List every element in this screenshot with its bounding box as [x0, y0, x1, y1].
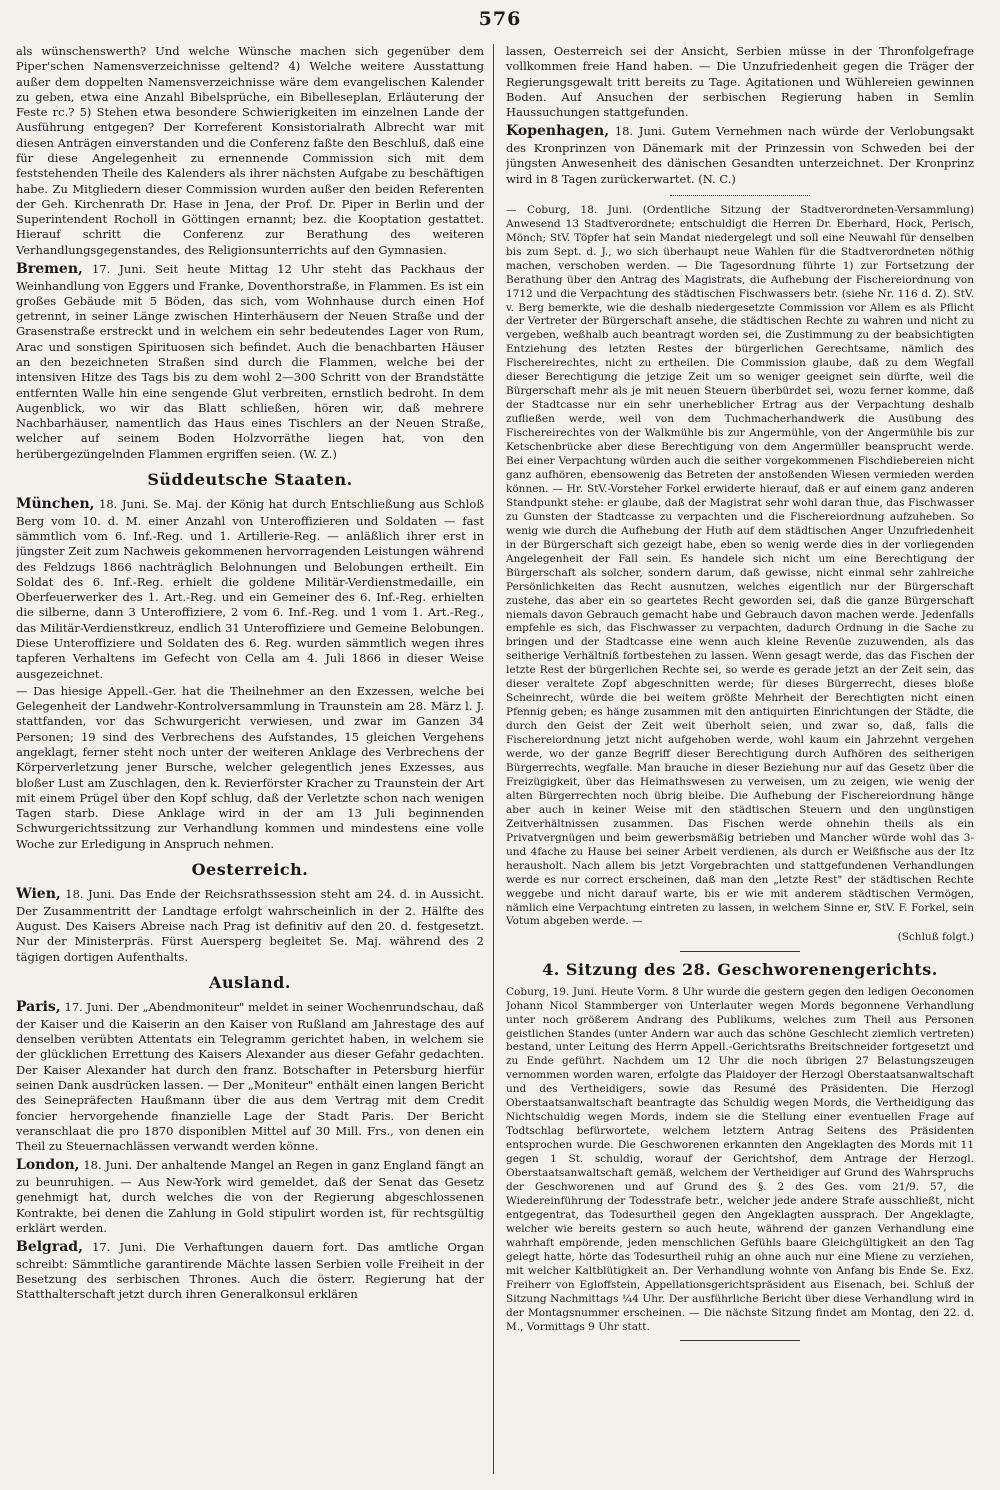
dateline: München, [16, 496, 95, 513]
article-body: Seit heute Mittag 12 Uhr steht das Packhaus der Weinhandlung von Eggers und Franke, Doventhorstraße, in Flammen. Es ist ein großes Gebäude mit 5 Böden, das sich, vom Wohnhause durch einen Hof getrennt, in seiner Länge zwischen Hinterhäusern der Neuen Straße und der Grasenstraße erstreckt und in welchem ein sehr bedeutendes Lager von Rum, Arac und sonstigen Spirituosen sich befindet. Auch die benachbarten Häuser an den bezeichneten Straßen sind durch die Flammen, welche bei der intensiven Hitze des Tags bis zu dem wohl 2—300 Schritt von der Brandstätte entfernten Walle hin eine sengende Glut verbreiten, ernstlich bedroht. In dem Augenblick, wo wir das Blatt schließen, hören wir, daß mehrere Nachbarhäuser, namentlich das Haus eines Tischlers an der Neuen Straße, welcher auf seinem Boden Holzvorräthe liegen hat, von den herübergezüngelnden Flammen ergriffen seien. (W. Z.) [16, 261, 484, 461]
left-column [16, 44, 484, 1474]
dateline: London, [16, 1157, 80, 1174]
paragraph: als wünschenswerth? Und welche Wünsche machen sich gegenüber dem Piper'schen Namensverzeichnisse geltend? 4) Welche weitere Ausstattung außer dem doppelten Namensverzeichnisse wäre dem evangelischen Kalender zu geben, etwa eine Anzahl Bibelsprüche, ein Bibelleseplan, Erläuterung der Feste rc.? 5) Stehen etwa besondere Schwierigkeiten im einzelnen Lande der Ausführung entgegen? Der Korreferent Konsistorialrath Albrecht war mit diesen Anträgen einverstanden und die Conferenz faßte den Beschluß, daß eine für diese Angelegenheit zu ernennende Commission sich mit dem feststehenden Theile des Kalenders als ihrer nächsten Aufgabe zu beschäftigen habe. Zu Mitgliedern dieser Commission wurden außer den beiden Referenten der Geh. Kirchenrath Dr. Hase in Jena, der Prof. Dr. Piper in Berlin und der Superintendent Rocholl in Göttingen ernannt; bez. die Kooptation gestattet. Hierauf schritt die Conferenz zur Berathung des weiteren Verhandlungsgegenstandes, des Religionsunterrichts auf den Gymnasien. [16, 44, 484, 257]
section-heading: Oesterreich. [191, 859, 309, 879]
paragraph: lassen, Oesterreich sei der Ansicht, Serbien müsse in der Thronfolgefrage vollkommen freie Hand haben. — Die Unzufriedenheit gegen die Träger der Regierungsgewalt tritt bereits zu Tage. Agitationen und Wühlereien gewinnen Boden. Auf Ansuchen der serbischen Regierung haben in Semlin Haussuchungen stattgefunden. [506, 44, 974, 120]
date: 17. Juni. [82, 261, 147, 276]
dateline: Belgrad, [16, 1239, 83, 1256]
page-number: 576 [478, 8, 522, 30]
article-body: 18. Juni. Der anhaltende Mangel an Regen in ganz England fängt an zu beunruhigen. — Aus New-York wird gemeldet, daß der Senat das Gesetz genehmigt hat, durch welches die von der Regierung abgeschlossenen Kontrakte, bei denen die Zahlung in Gold stipulirt worden ist, für rechtsgültig erklärt werden. [16, 1158, 484, 1235]
paragraph: — Das hiesige Appell.-Ger. hat die Theilnehmer an den Exzessen, welche bei Gelegenheit der Landwehr-Kontrolversammlung in Traunstein am 28. März l. J. stattfanden, vor das Schwurgericht verwiesen, und zwar im Ganzen 34 Personen; 19 sind des Verbrechens des Aufstandes, 15 gleichen Vergehens angeklagt, ferner steht noch unter der weiteren Anklage des Verbrechens der Körperverletzung jener Bursche, welcher gelegentlich jenes Exzesses, aus bloßer Lust am Zuschlagen, den k. Revierförster Kracher zu Traunstein der Art mit einem Prügel über den Kopf schlug, daß der Verletzte schon nach wenigen Tagen starb. Diese Anklage wird in der am 13 Juli beginnenden Schwurgerichtssitzung zur Verhandlung kommen und mindestens eine volle Woche zur Erledigung in Anspruch nehmen. [16, 683, 484, 851]
column-divider [493, 44, 494, 1474]
dateline: Kopenhagen, [506, 123, 610, 140]
article-body: 18. Juni. Se. Maj. der König hat durch Entschließung aus Schloß Berg vom 10. d. M. einer Anzahl von Unteroffizieren und Soldaten — fast sämmtlich vom 6. Inf.-Reg. und 1. Artillerie-Reg. — anläßlich ihrer erst in jüngster Zeit zum Nachweis gekommenen hervorragenden Leistungen während des Feldzugs 1866 nachträglich Belohnungen und Belobungen ertheilt. Ein Soldat des 6. Inf.-Reg. erhielt die goldene Militär-Verdienstmedaille, ein Oberfeuerwerker des 1. Art.-Reg. und ein Gemeiner des 6. Inf.-Reg. erhielten die silberne, dann 3 Unteroffiziere, 2 vom 6. Inf.-Reg. und 1 vom 1. Art.-Reg., das Militär-Verdienstkreuz, endlich 31 Unteroffiziere und Gemeine Belobungen. Diese Unteroffiziere und Soldaten des 6. Reg. wurden sämmtlich wegen ihres tapferen Verhaltens im Gefecht von Cella am 4. Juli 1866 in dieser Weise ausgezeichnet. [16, 497, 484, 681]
continued-note: (Schluß folgt.) [897, 931, 974, 944]
article-body: 18. Juni. Das Ende der Reichsrathssession steht am 24. d. in Aussicht. Der Zusammentritt der Landtage erfolgt wahrscheinlich in der 2. Hälfte des August. Des Kaisers Abreise nach Prag ist definitiv auf den 20. d. festgesetzt. Nur der Ministerpräs. Fürst Auersperg begleitet Se. Maj. während des 2 tägigen dortigen Aufenthalts. [16, 887, 484, 964]
separator [670, 195, 810, 196]
dateline: Paris, [16, 999, 61, 1016]
article-london [16, 1156, 484, 1236]
section-heading: Ausland. [209, 972, 291, 992]
article-body: 18. Juni. Gutem Vernehmen nach würde der Verlobungsakt des Kronprinzen von Dänemark mit der Prinzessin von Schweden bei der jüngsten Anwesenheit des dänischen Gesandten unterzeichnet. Der Kronprinz wird in 8 Tagen zurückerwartet. (N. C.) [506, 124, 974, 186]
separator [680, 951, 800, 952]
right-column [506, 44, 974, 1474]
article-sitzung: Coburg, 19. Juni. Heute Vorm. 8 Uhr wurde die gestern gegen den ledigen Oeconomen Johann Nicol Stammberger von Unterlauter wegen Mords begonnene Verhandlung unter noch größerem Andrang des Publikums, welches zum Theil aus Personen geistlichen Standes (unter Andern war auch das schöne Geschlecht ziemlich vertreten) bestand, unter Leitung des Herrn Appell.-Gerichtsraths Breitschneider fortgesetzt und zu Ende geführt. Nachdem um 12 Uhr die noch übrigen 27 Belastungszeugen vernommen worden waren, erfolgte das Plaidoyer der Herzogl Oberstaatsanwaltschaft und des Vertheidigers, sowie das Resumé des Präsidenten. Die Herzogl Oberstaatsanwaltschaft beantragte das Schuldig wegen Mords, die Vertheidigung das Nichtschuldig wegen Mords, indem sie die Stellung einer eventuellen Frage auf Todtschlag befürwortete, welchem letztern Antrag Seitens des Präsidenten entsprochen wurde. Die Geschworenen erkannten den Angeklagten des Mords mit 11 gegen 1 St. schuldig, worauf der Gerichtshof, dem Antrage der Herzogl. Oberstaatsanwaltschaft gemäß, welchem der Vertheidiger auf Grund des Wahrspruchs der Geschworenen und auf Grund des §. 2 des Ges. vom 21/9. 57, die Wiedereinführung der Todesstrafe betr., welcher jede andere Strafe ausschließt, nicht entgegentrat, das Todesurtheil gegen den Angeklagten aussprach. Der Angeklagte, welcher wie bereits gestern so auch heute, während der ganzen Verhandlung eine wahrhaft empörende, jeden menschlichen Gefühls baare Gleichgültigkeit an den Tag gelegt hatte, hörte das Todesurtheil ruhig an ohne auch nur eine Miene zu verziehen, mit welcher Kaltblütigkeit an. Der Verhandlung wohnte von Anfang bis Ende Se. Exz. Freiherr von Egloffstein, Appellationsgerichtspräsident aus Eisenach, bei. Schluß der Sitzung Nachmittags ¼4 Uhr. Der ausführliche Bericht über diese Verhandlung wird in der Montagsnummer erscheinen. — Die nächste Sitzung findet am Montag, den 22. d. M., Vormittags 9 Uhr statt. [506, 985, 974, 1333]
article-wien [16, 885, 484, 965]
separator [680, 1340, 800, 1341]
article-body: 17. Juni. Die Verhaftungen dauern fort. Das amtliche Organ schreibt: Sämmtliche garantirende Mächte lassen Serbien volle Freiheit in der Besetzung des serbischen Thrones. Auch die österr. Regierung hat der Statthalterschaft jetzt durch ihren Generalkonsul erklären [16, 1240, 484, 1302]
article-belgrad [16, 1238, 484, 1302]
section-heading: 4. Sitzung des 28. Geschworenengerichts. [542, 960, 938, 980]
dateline: Bremen, [16, 260, 83, 277]
dateline: Wien, [16, 886, 61, 903]
article-muenchen [16, 495, 484, 682]
article-body: 17. Juni. Der „Abendmoniteur" meldet in seiner Wochenrundschau, daß der Kaiser und die Kaiserin an den Kaiser von Rußland am Jahrestage des auf denselben verübten Attentats ein Telegramm gerichtet haben, in welchem sie der glücklichen Errettung des Kaisers Alexander aus dieser Gefahr gedachten. Der Kaiser Alexander hat durch den franz. Botschafter in Petersburg hierfür seinen Dank ausdrücken lassen. — Der „Moniteur" enthält einen langen Bericht des Seinepräfecten Haußmann über die aus dem Vertrag mit dem Credit foncier hervorgehende finanzielle Lage der Stadt Paris. Der Bericht veranschlaat die pro 1870 disponiblen Mittel auf 30 Mill. Frs., von denen ein Theil zu Steuernachlässen verwandt werden könne. [16, 1000, 484, 1154]
article-coburg: — Coburg, 18. Juni. (Ordentliche Sitzung der Stadtverordneten-Versammlung) Anwesend 13 Stadtverordnete; entschuldigt die Herren Dr. Eberhard, Hock, Perisch, Mönch; StV. Töpfer hat sein Mandat niedergelegt und soll eine Neuwahl für denselben bis zum Sept. d. J., wo sich überhaupt neue Wahlen für die Stadtverordneten nöthig machen, verschoben werden. — Die Tagesordnung führte 1) zur Fortsetzung der Berathung über den Antrag des Magistrats, die Aufhebung der Fischereiordnung von 1712 und die Verpachtung des städtischen Fischwassers betr. (siehe Nr. 116 d. Z). StV. v. Berg bemerkte, wie die deshalb niedergesetzte Commission vor Allem es als Pflicht der Vertreter der Bürgerschaft ansehe, die städtischen Rechte zu wahren und nicht zu vergeben, weßhalb auch beantragt worden sei, die Zustimmung zu der beabsichtigten Entziehung des letzten Restes der bürgerlichen Gerechtsame, nämlich des Fischereirechtes, nicht zu ertheilen. Die Commission glaube, daß zu dem Wegfall dieser Berechtigung die jetzige Zeit um so weniger geeignet sein dürfte, weil die Bürgerschaft mehr als je mit neuen Steuern überbürdet sei, wozu ferner komme, daß der Stadtcasse nur ein sehr unerheblicher Ertrag aus der Verpachtung deshalb zufließen werde, weil von dem Tuchmacherhandwerk die Ausübung des Fischereirechtes von der Walkmühle bis zur Angermühle, von der Angermühle bis zur Ketschenbrücke aber diese Berechtigung von dem Angermüller beansprucht werde. Bei einer Verpachtung würden auch die seither vorgekommenen Fischdiebereien nicht ganz aufhören, ebensowenig das Betreten der anstoßenden Wiesen vermieden werden können. — Hr. StV.-Vorsteher Forkel erwiderte hierauf, daß er auf einem ganz anderen Standpunkt stehe: er glaube, daß der Magistrat sehr wohl daran thue, das Fischwasser zu Gunsten der Stadtcasse zu verpachten und die Fischereiordnung aufzuheben. So wenig wie durch die Aufhebung der Huth auf dem städtischen Anger Unzufriedenheit in der Bürgerschaft sich gezeigt habe, eben so wenig werde dies in der vorliegenden Angelegenheit der Fall sein. Es handele sich nicht um eine Berechtigung der Bürgerschaft als solcher, sondern darum, daß gewisse, nicht einmal sehr zahlreiche Persönlichkeiten das Recht ausnutzen, welches eigentlich nur der Bürgerschaft zustehe, das aber ein so geartetes Recht geworden sei, daß die ganze Bürgerschaft niemals davon Gebrauch gemacht habe und Gebrauch davon machen werde. Jedenfalls empfehle es sich, das Fischwasser zu verpachten, dadurch Ordnung in die Sache zu bringen und der Stadtcasse eine wenn auch kleine Revenüe zuzuwenden, als das seitherige Verhältniß fortbestehen zu lassen. Wenn gesagt werde, das das Fischen der letzte Rest der bürgerlichen Rechte sei, so werde es gerade jetzt an der Zeit sein, das dieser veraltete Zopf abgeschnitten werde; für dieses Bürgerrecht, dieses bloße Scheinrecht, würde die bei weitem größte Mehrheit der Berechtigten nicht einen Pfennig geben; es hänge zusammen mit den antiquirten Einrichtungen der Städte, die durch den Geist der Zeit weit überholt seien, und zwar so, daß, falls die Fischereiordnung jetzt nicht aufgehoben werde, wohl kaum ein Jahrzehnt vergehen werde, wo der ganze Begriff dieser Berechtigung durch Aufhören des seitherigen Bürgerrechts, wegfalle. Man brauche in dieser Beziehung nur auf das Gesetz über die Freizügigkeit, über das Heimathswesen zu verweisen, um zu zeigen, wie wenig der alten Bürgerrechten noch übrig bleibe. Die Aufhebung der Fischereiordnung hänge aber auch in keiner Weise mit den städtischen Steuern und den ungünstigen Zeitverhältnissen zusammen. Das Fischen werde ohnehin theils als ein Privatvergnügen und beim gewerbsmäßig betrieben und Mancher würde wohl das 3- und 4fache zu Hause bei seiner Arbeit verdienen, als durch er Weißfische aus der Itz herausholt. Nach allem bis jetzt Vorgebrachten und stattgefundenen Verhandlungen werde es nur correct erscheinen, daß man den „letzte Rest" der städtischen Rechte weggebe und nicht darauf warte, bis er wie mit anderem städtischen Vermögen, nämlich eine Verpachtung eintreten zu lassen, in welchem Sinne er, StV. F. Forkel, sein Votum abgeben werde. — [506, 203, 974, 928]
article-kopenhagen [506, 122, 974, 186]
article-bremen [16, 260, 484, 462]
section-heading: Süddeutsche Staaten. [147, 469, 353, 489]
article-paris [16, 998, 484, 1154]
